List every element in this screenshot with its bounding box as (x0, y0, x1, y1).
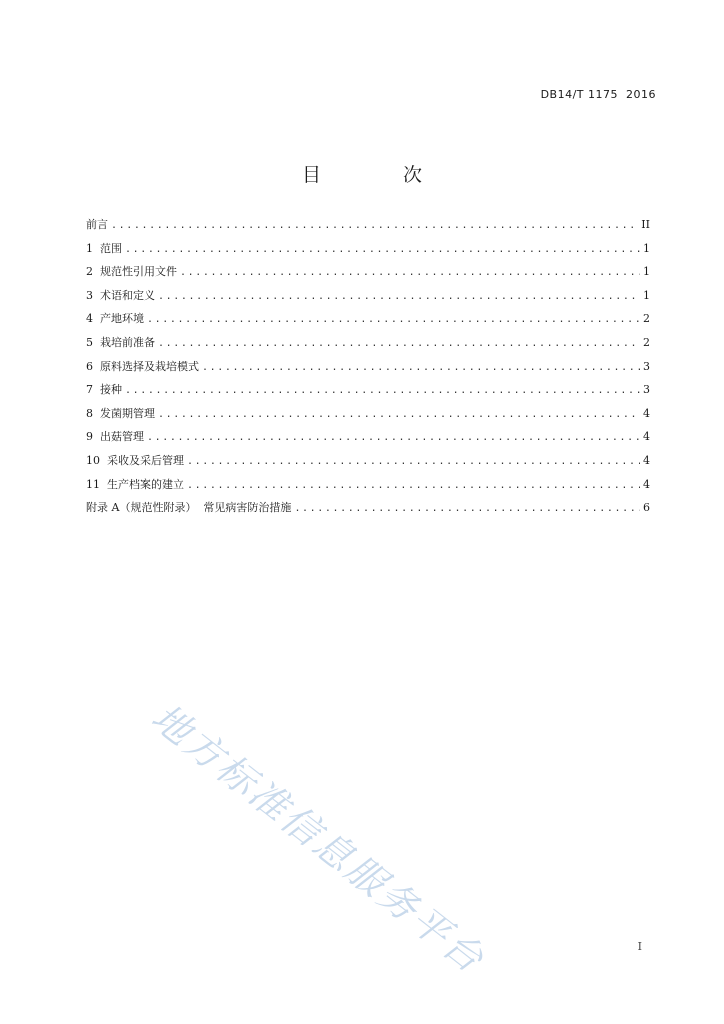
toc-entry-page: 1 (643, 265, 650, 279)
toc-entry-label: 3 术语和定义 (86, 288, 155, 302)
dot-leader (187, 454, 640, 470)
page-number: I (637, 940, 642, 953)
toc-entry-label: 4 产地环境 (86, 312, 144, 326)
dot-leader (158, 407, 640, 423)
dot-leader (125, 383, 640, 399)
toc-entry-label: 11 生产档案的建立 (86, 477, 184, 491)
toc-entry-page: 2 (643, 335, 650, 349)
toc-entry-label: 7 接种 (86, 383, 122, 397)
toc-entry-label: 5 栽培前准备 (86, 335, 155, 349)
table-of-contents (86, 217, 650, 524)
toc-entry-label: 1 范围 (86, 241, 122, 255)
toc-entry-page: 4 (643, 453, 650, 467)
toc-entry-page: 4 (643, 406, 650, 420)
toc-entry-harvest[interactable] (86, 453, 650, 477)
toc-entry-terms-definitions[interactable] (86, 288, 650, 312)
toc-entry-production-records[interactable] (86, 477, 650, 501)
dot-leader (294, 501, 640, 517)
toc-entry-page: 4 (643, 477, 650, 491)
dot-leader (187, 478, 640, 494)
toc-entry-page: II (641, 218, 650, 231)
dot-leader (180, 265, 640, 281)
toc-entry-fruiting-management[interactable] (86, 429, 650, 453)
toc-entry-cultivation-preparation[interactable] (86, 335, 650, 359)
toc-entry-label: 附录 A（规范性附录） 常见病害防治措施 (86, 501, 292, 515)
toc-entry-inoculation[interactable] (86, 382, 650, 406)
document-code: DB14/T 1175 2016 (540, 88, 656, 101)
toc-entry-normative-references[interactable] (86, 264, 650, 288)
toc-entry-page: 1 (643, 288, 650, 302)
toc-entry-material-selection[interactable] (86, 359, 650, 383)
toc-entry-page: 1 (643, 241, 650, 255)
dot-leader (111, 218, 638, 234)
toc-entry-label: 9 出菇管理 (86, 430, 144, 444)
toc-entry-page: 4 (643, 430, 650, 444)
toc-entry-label: 6 原料选择及栽培模式 (86, 359, 199, 373)
toc-entry-page: 2 (643, 312, 650, 326)
toc-entry-appendix-a[interactable] (86, 500, 650, 524)
toc-entry-label: 8 发菌期管理 (86, 406, 155, 420)
toc-entry-page: 6 (643, 501, 650, 515)
toc-entry-production-environment[interactable] (86, 311, 650, 335)
dot-leader (147, 430, 640, 446)
toc-entry-label: 2 规范性引用文件 (86, 265, 177, 279)
dot-leader (158, 289, 640, 305)
toc-entry-label: 10 采收及采后管理 (86, 453, 184, 467)
dot-leader (158, 336, 640, 352)
toc-entry-page: 3 (643, 359, 650, 373)
toc-entry-foreword[interactable] (86, 217, 650, 241)
page-title: 目 次 (301, 164, 461, 186)
toc-entry-label: 前言 (86, 218, 108, 231)
toc-entry-page: 3 (643, 383, 650, 397)
toc-entry-spawn-running[interactable] (86, 406, 650, 430)
toc-entry-scope[interactable] (86, 241, 650, 265)
dot-leader (125, 242, 640, 258)
dot-leader (202, 360, 640, 376)
watermark: 地方标准信息服务平台 (143, 695, 494, 983)
dot-leader (147, 312, 640, 328)
